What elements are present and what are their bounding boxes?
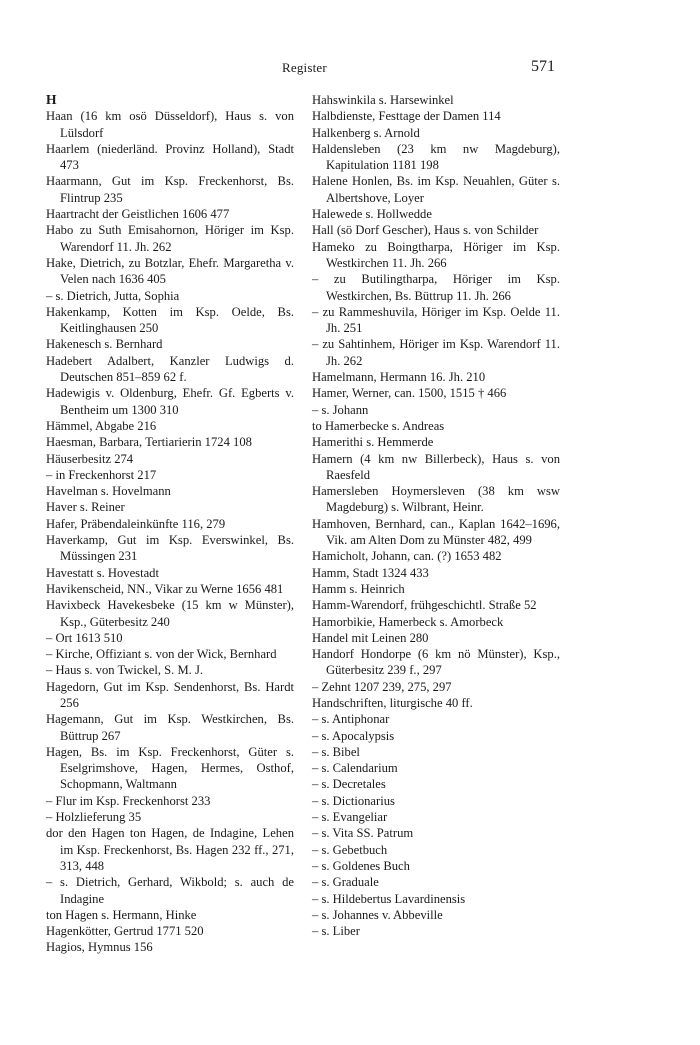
index-entry: – s. Vita SS. Patrum <box>312 826 414 841</box>
index-entry: ton Hagen s. Hermann, Hinke <box>46 907 197 922</box>
index-entry: – s. Liber <box>312 924 360 939</box>
index-entry: Haverkamp, Gut im Ksp. Everswinkel, Bs. Müssingen 231 <box>46 533 294 564</box>
index-entry: Haldensleben (23 km nw Magdeburg), Kapitulation 1181 198 <box>312 141 560 173</box>
index-entry: – s. Johann <box>312 402 369 417</box>
index-entry: – s. Gebetbuch <box>312 842 388 857</box>
index-entry: Hamm-Warendorf, frühgeschichtl. Straße 52 <box>312 598 537 613</box>
index-entry: – Flur im Ksp. Freckenhorst 233 <box>46 793 211 808</box>
index-entry: – s. Evangeliar <box>312 810 388 825</box>
index-entry: – Holzlieferung 35 <box>46 810 142 825</box>
index-entry: – s. Hildebertus Lavardinensis <box>312 891 466 906</box>
index-entry: Haver s. Reiner <box>46 500 125 515</box>
index-entry: – s. Apocalypsis <box>312 728 395 743</box>
index-entry: – Zehnt 1207 239, 275, 297 <box>312 679 452 694</box>
page-number: 571 <box>531 58 555 75</box>
index-entry: – s. Goldenes Buch <box>312 858 410 873</box>
index-entry: Halewede s. Hollwedde <box>312 207 432 222</box>
index-entry: Hagios, Hymnus 156 <box>46 940 153 955</box>
index-entry: Hamicholt, Johann, can. (?) 1653 482 <box>312 549 502 564</box>
index-entry: Haan (16 km osö Düsseldorf), Haus s. von Lülsdorf <box>46 109 294 140</box>
index-entry: Hämmel, Abgabe 216 <box>46 418 157 433</box>
index-entry: Hakenkamp, Kotten im Ksp. Oelde, Bs. Keitlinghausen 250 <box>46 304 294 336</box>
index-entry: Halene Honlen, Bs. im Ksp. Neuahlen, Güter s. Albertshove, Loyer <box>312 174 560 205</box>
index-entry: Handschriften, liturgische 40 ff. <box>312 695 473 710</box>
index-entry: Haarmann, Gut im Ksp. Freckenhorst, Bs. Flintrup 235 <box>46 174 294 205</box>
index-entry: – s. Dietrich, Jutta, Sophia <box>46 288 180 303</box>
index-entry: dor den Hagen ton Hagen, de Indagine, Lehen im Ksp. Freckenhorst, Bs. Hagen 232 ff., 271, 313, 448 <box>46 826 294 873</box>
index-entry: – s. Calendarium <box>312 761 398 776</box>
index-entry: Handorf Hondorpe (6 km nö Münster), Ksp., Güterbesitz 239 f., 297 <box>312 647 560 678</box>
index-entry: Hake, Dietrich, zu Botzlar, Ehefr. Margaretha v. Velen nach 1636 405 <box>46 255 294 287</box>
index-entry: Hamhoven, Bernhard, can., Kaplan 1642–1696, Vik. am Alten Dom zu Münster 482, 499 <box>312 516 560 548</box>
index-entry: – s. Johannes v. Abbeville <box>312 907 443 922</box>
index-entry: Hagemann, Gut im Ksp. Westkirchen, Bs. Büttrup 267 <box>46 712 294 743</box>
index-entry: Habo zu Suth Emisahornon, Höriger im Ksp. Warendorf 11. Jh. 262 <box>46 223 294 254</box>
index-entry: Handel mit Leinen 280 <box>312 630 429 645</box>
index-entry: Hahswinkila s. Harsewinkel <box>312 93 454 107</box>
index-entry: – Ort 1613 510 <box>46 630 123 645</box>
index-entry: Haesman, Barbara, Tertiarierin 1724 108 <box>46 435 252 450</box>
index-entry: Hamer, Werner, can. 1500, 1515 † 466 <box>312 386 507 401</box>
index-entry: – s. Graduale <box>312 875 379 890</box>
index-entry: Halkenberg s. Arnold <box>312 125 420 140</box>
index-entry: – in Freckenhorst 217 <box>46 467 157 482</box>
index-entry: Hadebert Adalbert, Kanzler Ludwigs d. Deutschen 851–859 62 f. <box>46 353 294 385</box>
index-entry: to Hamerbecke s. Andreas <box>312 418 445 433</box>
index-entry: Hamersleben Hoymersleven (38 km wsw Magdeburg) s. Wilbrant, Heinr. <box>312 484 560 515</box>
index-entry: – s. Antiphonar <box>312 712 390 727</box>
index-entry: Halbdienste, Festtage der Damen 114 <box>312 109 501 124</box>
index-entry: Hamm, Stadt 1324 433 <box>312 565 429 580</box>
index-entry: Haartracht der Geistlichen 1606 477 <box>46 207 230 222</box>
index-entry: Haarlem (niederländ. Provinz Holland), Stadt 473 <box>46 141 294 173</box>
index-entry: Hamelmann, Hermann 16. Jh. 210 <box>312 370 486 385</box>
running-header-title: Register <box>282 60 327 75</box>
index-entry: – Kirche, Offiziant s. von der Wick, Bernhard <box>46 647 277 662</box>
index-entry: – s. Dictionarius <box>312 793 395 808</box>
index-column-right <box>312 92 560 939</box>
index-section-letter: H <box>46 92 57 107</box>
index-entry: Havelman s. Hovelmann <box>46 484 171 499</box>
index-column-left <box>46 92 294 956</box>
index-entry: – zu Sahtinhem, Höriger im Ksp. Warendorf 11. Jh. 262 <box>312 337 560 368</box>
index-entry: Hagedorn, Gut im Ksp. Sendenhorst, Bs. Hardt 256 <box>46 679 294 710</box>
index-entry: Hall (sö Dorf Gescher), Haus s. von Schilder <box>312 223 539 238</box>
index-entry: Hamorbikie, Hamerbeck s. Amorbeck <box>312 614 504 629</box>
index-entry: – zu Butilingtharpa, Höriger im Ksp. Westkirchen, Bs. Büttrup 11. Jh. 266 <box>312 272 560 303</box>
index-entry: Hakenesch s. Bernhard <box>46 337 163 352</box>
index-entry: – Haus s. von Twickel, S. M. J. <box>46 663 204 678</box>
index-entry: – zu Rammeshuvila, Höriger im Ksp. Oelde 11. Jh. 251 <box>312 304 560 336</box>
index-entry: Hagen, Bs. im Ksp. Freckenhorst, Güter s. Eselgrimshove, Hagen, Hermes, Osthof, Schopmann, Waltmann <box>46 744 294 792</box>
index-entry: Havestatt s. Hovestadt <box>46 565 159 580</box>
index-entry: – s. Bibel <box>312 744 360 759</box>
index-entry: Hamerithi s. Hemmerde <box>312 435 434 450</box>
index-entry: Hameko zu Boingtharpa, Höriger im Ksp. Westkirchen 11. Jh. 266 <box>312 239 560 270</box>
index-entry: Hafer, Präbendaleinkünfte 116, 279 <box>46 516 226 531</box>
index-entry: Havikenscheid, NN., Vikar zu Werne 1656 481 <box>46 581 284 596</box>
index-entry: Hamern (4 km nw Billerbeck), Haus s. von Raesfeld <box>312 451 560 482</box>
index-entry: Hadewigis v. Oldenburg, Ehefr. Gf. Egberts v. Bentheim um 1300 310 <box>46 386 294 417</box>
index-entry: – s. Dietrich, Gerhard, Wikbold; s. auch de Indagine <box>46 875 294 906</box>
index-entry: – s. Decretales <box>312 777 386 792</box>
index-entry: Hagenkötter, Gertrud 1771 520 <box>46 924 204 939</box>
index-entry: Hamm s. Heinrich <box>312 581 405 596</box>
index-entry: Havixbeck Havekesbeke (15 km w Münster), Ksp., Güterbesitz 240 <box>46 598 294 629</box>
index-entry: Häuserbesitz 274 <box>46 451 134 466</box>
